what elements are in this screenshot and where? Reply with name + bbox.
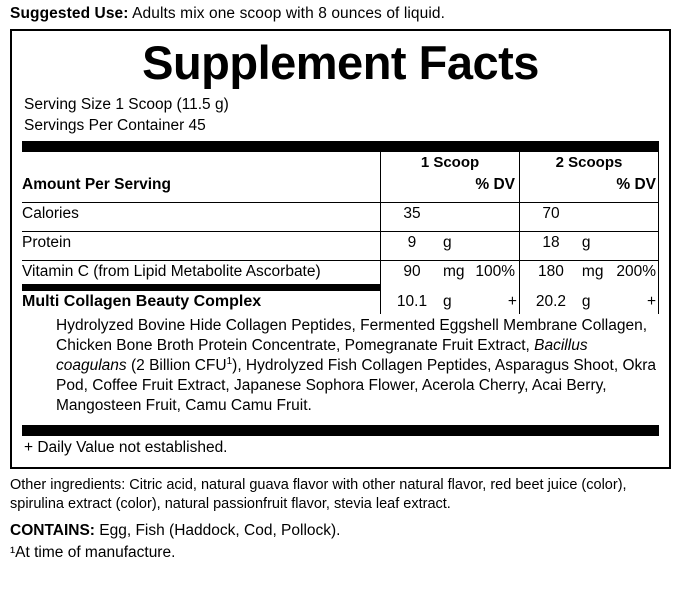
suggested-use-line	[0, 0, 679, 29]
header-col-b: 2 Scoops	[519, 152, 658, 174]
complex-a-unit: g	[442, 293, 452, 311]
header-col-a: 1 Scoop	[381, 152, 520, 174]
complex-bar-left	[22, 284, 381, 291]
header-dv-a: % DV	[475, 176, 515, 194]
header-dv-b: % DV	[612, 174, 658, 197]
row-b-dv	[612, 232, 658, 256]
contains-label: CONTAINS:	[10, 521, 95, 539]
row-a-dv: 100%	[475, 263, 515, 281]
row-b-value: 180	[519, 261, 581, 285]
row-name: Protein	[22, 234, 72, 252]
table-row	[22, 232, 659, 256]
complex-ingredients	[22, 314, 659, 419]
divider-thick-bottom	[22, 425, 659, 436]
complex-b-value: 20.2	[519, 291, 581, 314]
serving-size: Serving Size 1 Scoop (11.5 g)	[24, 96, 229, 114]
complex-divider-table	[22, 284, 659, 291]
row-a-unit: g	[442, 234, 452, 252]
below-panel-text	[0, 469, 679, 563]
divider-thick-top	[22, 141, 659, 152]
ingredients-mid: (2 Billion CFU	[126, 357, 227, 375]
row-a-dv	[473, 232, 519, 256]
row-a-dv	[473, 203, 519, 227]
at-time-of-manufacture: ¹At time of manufacture.	[10, 543, 176, 561]
supplement-facts-panel	[10, 29, 671, 469]
daily-value-footnote: + Daily Value not established.	[24, 438, 228, 456]
panel-title: Supplement Facts	[142, 36, 539, 90]
row-b-dv	[612, 203, 658, 227]
row-b-unit	[582, 203, 612, 227]
complex-a-dv: +	[507, 293, 517, 311]
ingredients-italic: Bacillus coagulans	[56, 337, 588, 375]
header-spacer	[22, 152, 381, 174]
header-b-blank	[519, 174, 581, 197]
row-name: Vitamin C (from Lipid Metabolite Ascorbate)	[22, 263, 321, 281]
ingredients-pre: Hydrolyzed Bovine Hide Collagen Peptides, Fermented Eggshell Membrane Collagen, Chicken Bone Broth Protein Concentrate, Pomegranate Fruit Extract,	[56, 317, 648, 355]
header-a-blank2	[443, 174, 473, 197]
row-b-unit: g	[581, 234, 591, 252]
contains-statement	[10, 514, 671, 541]
row-name: Calories	[22, 205, 79, 223]
row-b-value: 70	[519, 203, 581, 227]
complex-b-dv: +	[612, 291, 658, 314]
contains-text: Egg, Fish (Haddock, Cod, Pollock).	[94, 521, 341, 539]
complex-row	[22, 291, 659, 314]
ingredients-post: ), Hydrolyzed Fish Collagen Peptides, Asparagus Shoot, Okra Pod, Coffee Fruit Extract, Japanese Sophora Flower, Acerola Cherry, Acai Berry, Mangosteen Fruit, Camu Camu Fruit.	[56, 357, 657, 414]
row-b-dv: 200%	[612, 261, 658, 285]
table-row	[22, 261, 659, 285]
complex-a-value: 10.1	[381, 291, 443, 314]
row-a-unit: mg	[442, 263, 465, 281]
nutrition-table	[22, 152, 659, 284]
suggested-use-text: Adults mix one scoop with 8 ounces of liquid.	[128, 5, 446, 22]
other-ingredients: Other ingredients: Citric acid, natural guava flavor with other natural flavor, red beet juice (color), spirulina extract (color), natural passionfruit flavor, stevia leaf extract.	[10, 477, 627, 512]
row-b-value: 18	[519, 232, 581, 256]
ingredients-superscript: 1	[226, 355, 233, 367]
table-row	[22, 203, 659, 227]
row-a-value: 90	[381, 261, 443, 285]
row-a-value: 35	[381, 203, 443, 227]
row-b-unit: mg	[581, 263, 604, 281]
table-header-scoops	[22, 152, 659, 174]
header-b-blank2	[582, 174, 612, 197]
suggested-use-label: Suggested Use:	[10, 5, 129, 22]
header-amount-per-serving: Amount Per Serving	[22, 176, 171, 194]
complex-b-unit: g	[581, 293, 591, 311]
complex-divider-row	[22, 284, 659, 291]
table-header-amount	[22, 174, 659, 197]
row-a-value: 9	[381, 232, 443, 256]
servings-per-container: Servings Per Container 45	[24, 116, 206, 134]
header-a-blank	[381, 174, 443, 197]
complex-table	[22, 291, 659, 314]
complex-name: Multi Collagen Beauty Complex	[22, 293, 262, 311]
row-a-unit	[443, 203, 473, 227]
